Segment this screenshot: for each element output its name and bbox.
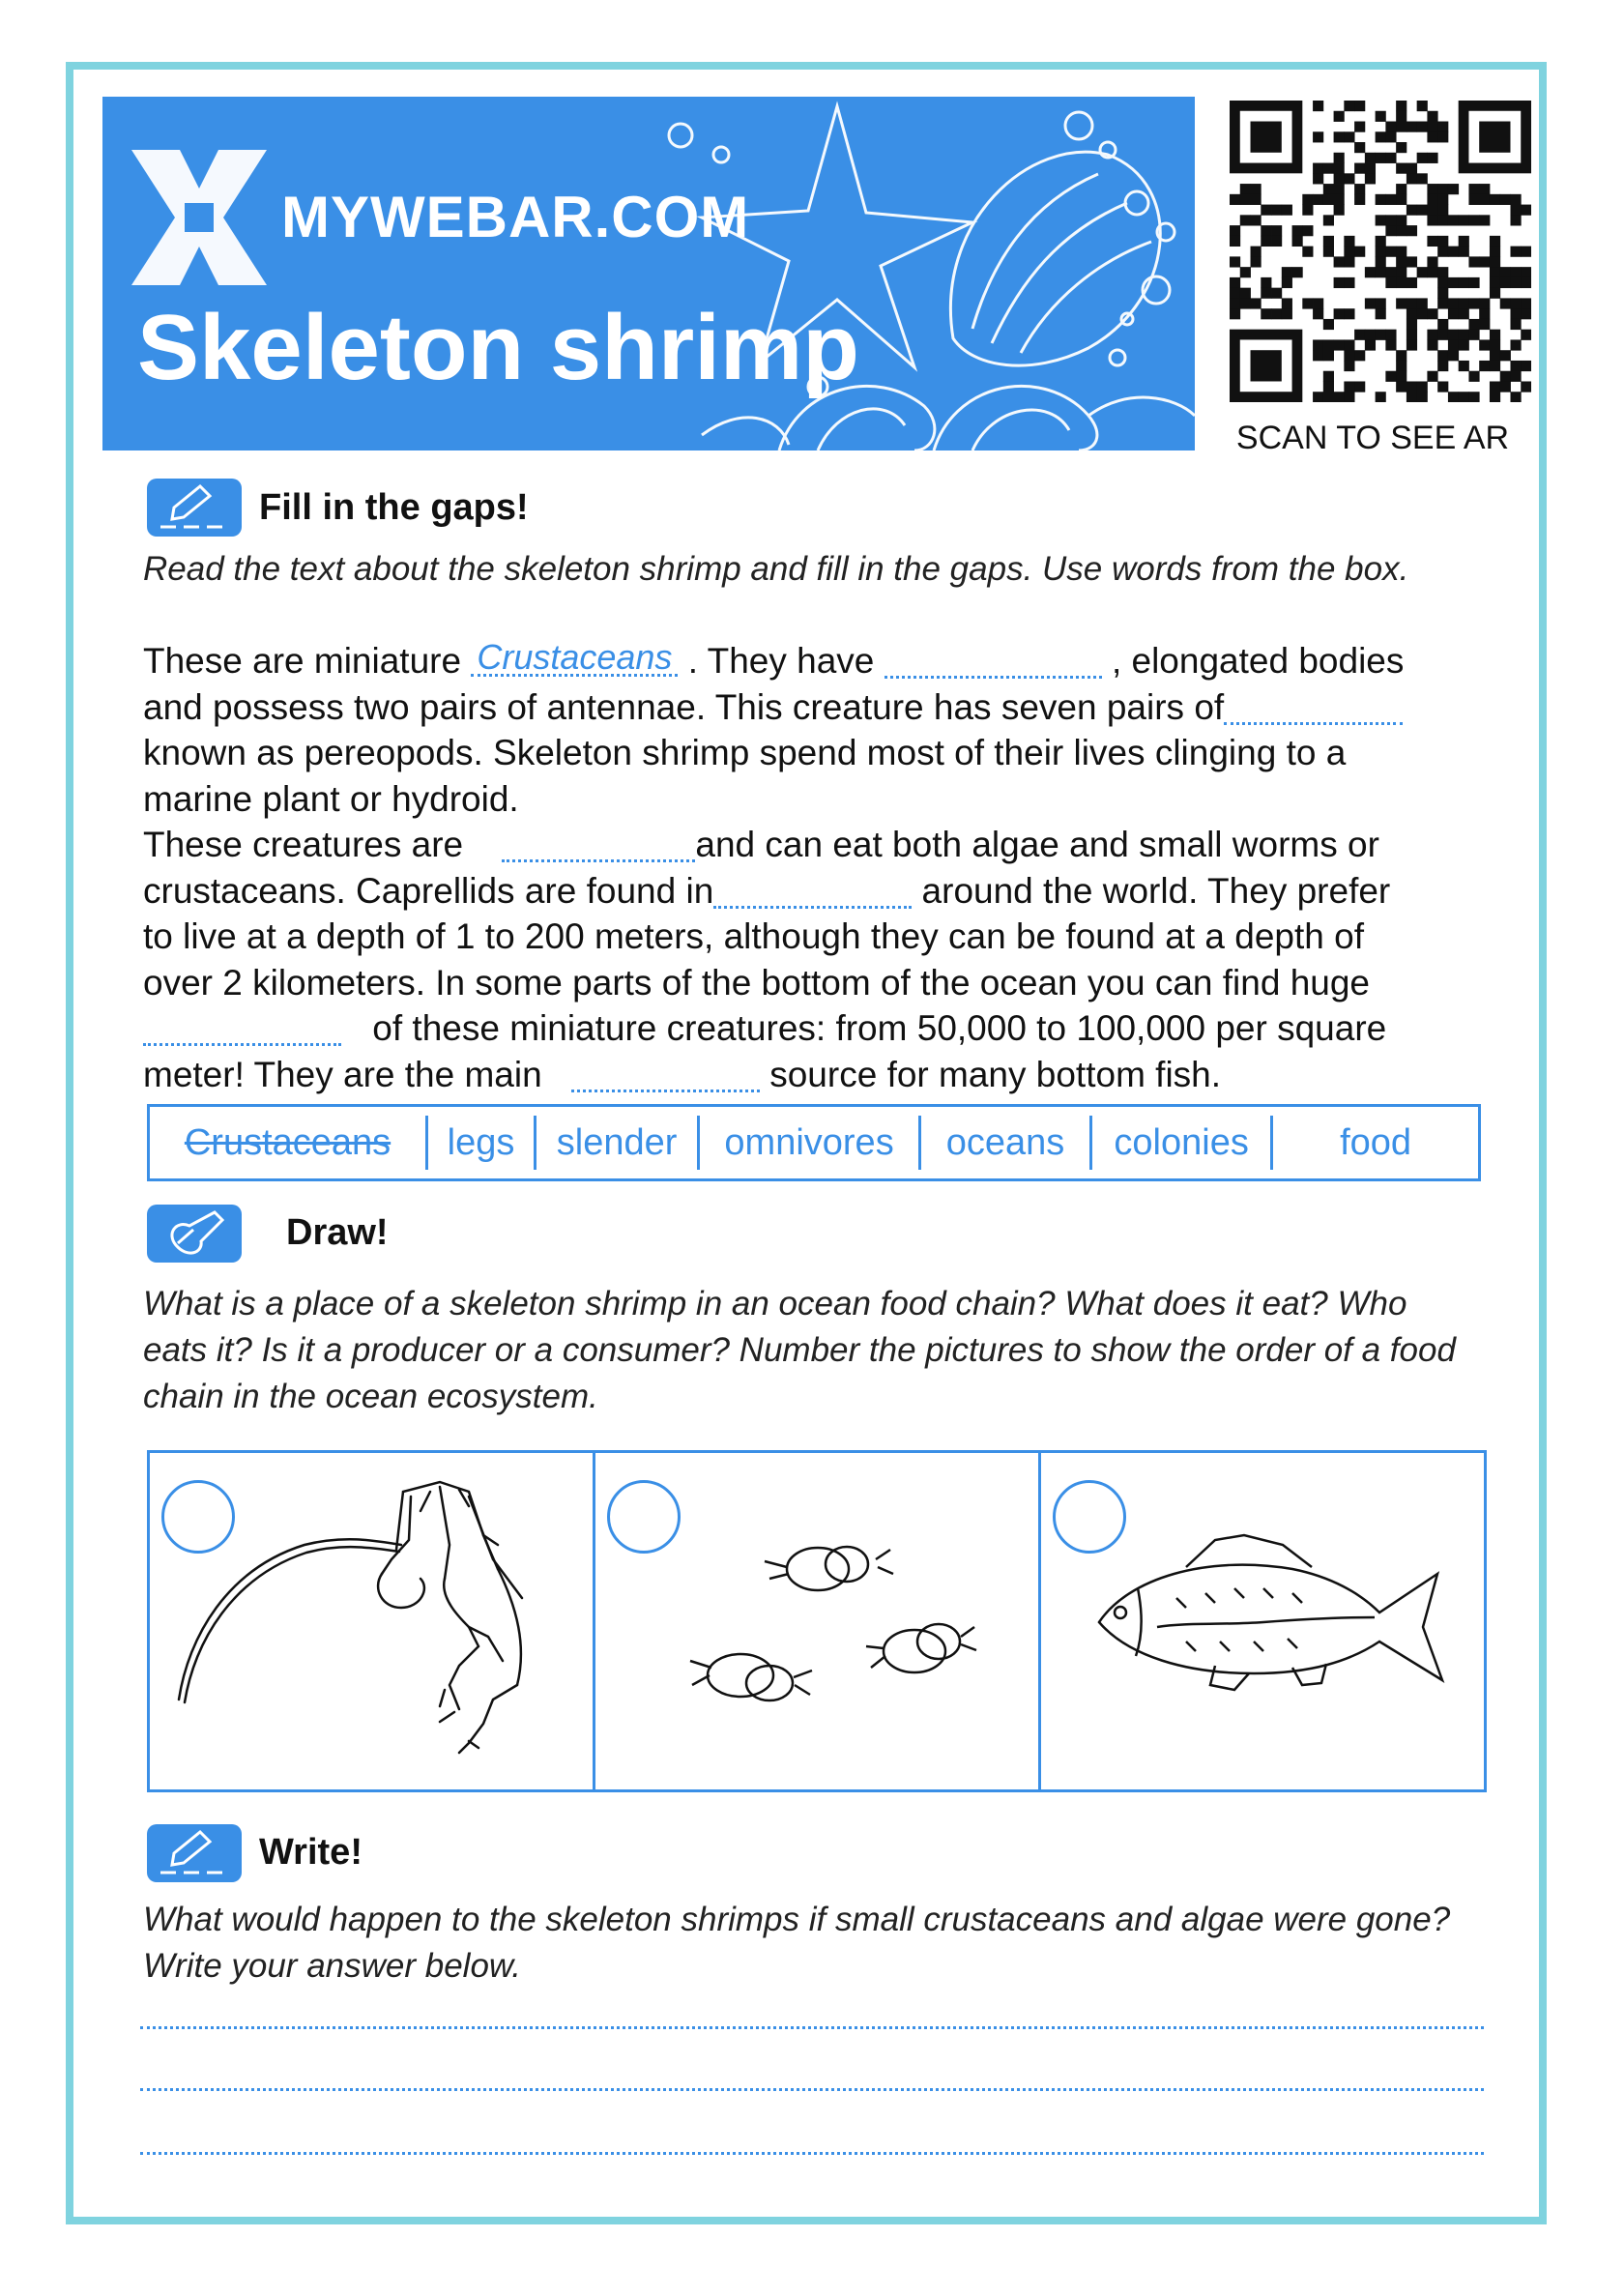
word-colonies[interactable]: colonies [1092, 1116, 1273, 1170]
header-banner [102, 97, 1195, 450]
panel-fish [1041, 1453, 1484, 1789]
pencil-icon [147, 479, 242, 537]
qr-code-icon[interactable] [1230, 101, 1531, 402]
gap-blank[interactable] [571, 1055, 760, 1092]
draw-instruction: What is a place of a skeleton shrimp in an ocean food chain? What does it eat? Who eats it? Is it a producer or a consumer? Number the pictures to show the order of a food chain in the ocean ecosystem. [143, 1285, 1456, 1415]
text-line: and possess two pairs of antennae. This creature has seven pairs of [143, 684, 1496, 731]
gap-blank[interactable] [884, 641, 1102, 679]
gap-blank[interactable] [143, 1008, 341, 1046]
text-line: known as pereopods. Skeleton shrimp spend most of their lives clinging to a [143, 733, 1347, 772]
fish-icon [1041, 1453, 1486, 1791]
brand-name: MYWEBAR.COM [281, 185, 750, 249]
text-line: crustaceans. Caprellids are found in around the world. They prefer [143, 870, 1391, 911]
answer-line[interactable] [140, 2088, 1484, 2091]
gap-filled-answer[interactable]: Crustaceans [471, 641, 678, 677]
word-crustaceans[interactable]: Crustaceans [150, 1116, 428, 1170]
qr-caption: SCAN TO SEE AR [1235, 420, 1510, 456]
fill-gaps-paragraph [143, 638, 1496, 1097]
text-line: of these miniature creatures: from 50,000 to 100,000 per square [143, 1005, 1496, 1052]
fill-gaps-instruction: Read the text about the skeleton shrimp and fill in the gaps. Use words from the box. [143, 550, 1409, 588]
word-oceans[interactable]: oceans [921, 1116, 1092, 1170]
gap-blank[interactable] [713, 871, 912, 909]
brush-icon [147, 1205, 242, 1263]
answer-line[interactable] [140, 2152, 1484, 2155]
write-instruction: What would happen to the skeleton shrimps if small crustaceans and algae were gone? Write your answer below. [143, 1901, 1451, 1985]
word-legs[interactable]: legs [428, 1116, 536, 1170]
word-slender[interactable]: slender [536, 1116, 700, 1170]
plankton-icon [595, 1453, 1040, 1791]
text-line: marine plant or hydroid. [143, 778, 519, 819]
gap-blank[interactable] [1224, 687, 1403, 725]
pencil-icon [147, 1824, 242, 1882]
panel-plankton [595, 1453, 1041, 1789]
word-food[interactable]: food [1340, 1122, 1412, 1163]
word-omnivores[interactable]: omnivores [700, 1116, 921, 1170]
page-title: Skeleton shrimp [137, 296, 859, 399]
word-box [147, 1104, 1481, 1181]
gap-blank[interactable] [502, 825, 695, 862]
draw-heading: Draw! [286, 1212, 389, 1253]
skeleton-shrimp-icon [150, 1453, 594, 1791]
food-chain-panels [147, 1450, 1487, 1792]
mywebar-logo-icon [131, 150, 267, 285]
fill-gaps-heading: Fill in the gaps! [259, 487, 529, 528]
answer-line[interactable] [140, 2026, 1484, 2029]
panel-skeleton-shrimp [150, 1453, 595, 1789]
text-line: meter! They are the main source for many bottom fish. [143, 1054, 1222, 1094]
write-heading: Write! [259, 1832, 362, 1873]
text-line: over 2 kilometers. In some parts of the bottom of the ocean you can find huge [143, 962, 1371, 1003]
text-line: to live at a depth of 1 to 200 meters, although they can be found at a depth of [143, 916, 1365, 956]
text-line: These creatures are and can eat both algae and small worms or [143, 825, 1379, 864]
text-line: These are miniature Crustaceans . They have , elongated bodies [143, 637, 1405, 681]
